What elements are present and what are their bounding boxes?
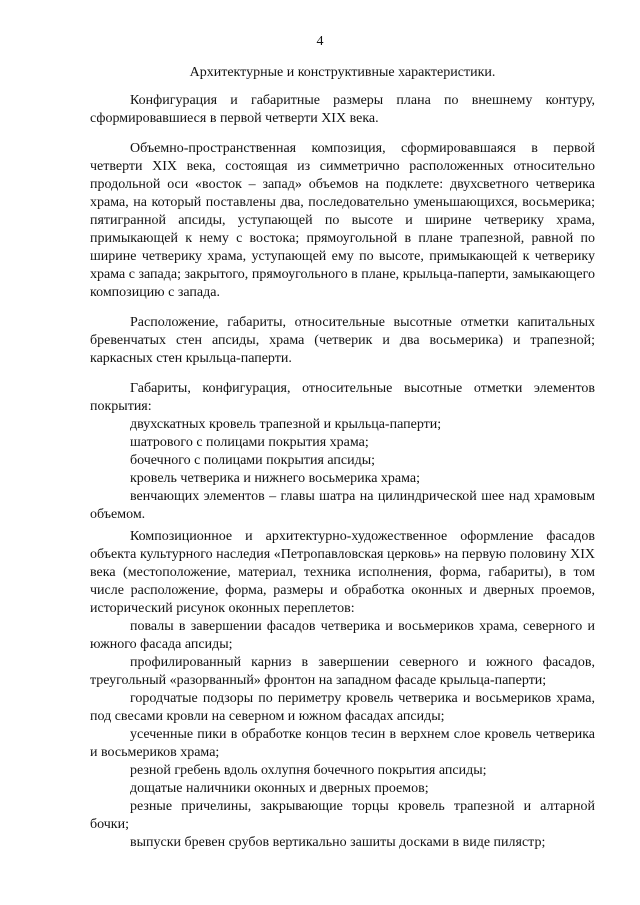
list-item: выпуски бревен срубов вертикально зашиты досками в виде пилястр; xyxy=(130,835,546,850)
paragraph-plan-configuration: Конфигурация и габаритные размеры плана по внешнему контуру, сформировавшиеся в первой четверти XIX века. xyxy=(90,93,595,126)
list-item: резной гребень вдоль охлупня бочечного покрытия апсиды; xyxy=(130,763,487,778)
paragraph-walls: Расположение, габариты, относительные высотные отметки капитальных бревенчатых стен апсиды, храма (четверик и два восьмерика) и трапезной; каркасных стен крыльца-паперти. xyxy=(90,315,595,366)
page-number: 4 xyxy=(316,34,324,49)
list-item: кровель четверика и нижнего восьмерика храма; xyxy=(130,471,420,486)
list-item: венчающих элементов – главы шатра на цилиндрической шее над храмовым объемом. xyxy=(90,489,595,522)
list-item: профилированный карниз в завершении северного и южного фасадов, треугольный «разорванный» фронтон на западном фасаде крыльца-паперти; xyxy=(90,655,595,688)
list-item: повалы в завершении фасадов четверика и восьмериков храма, северного и южного фасада апсиды; xyxy=(90,619,595,652)
list-item: городчатые подзоры по периметру кровель четверика и восьмериков храма, под свесами кровли на северном и южном фасадах апсиды; xyxy=(90,691,595,724)
list-item: дощатые наличники оконных и дверных проемов; xyxy=(130,781,429,796)
section-title: Архитектурные и конструктивные характеристики. xyxy=(189,65,496,80)
list-item: шатрового с полицами покрытия храма; xyxy=(130,435,369,450)
document-body xyxy=(90,64,595,852)
list-item: двухскатных кровель трапезной и крыльца-паперти; xyxy=(130,417,442,432)
paragraph-facades-intro: Композиционное и архитектурно-художественное оформление фасадов объекта культурного наследия «Петропавловская церковь» на первую половину XIX века (местоположение, материал, техника исполнения, форма, габариты), в том числе расположение, форма, размеры и обработка оконных и дверных проемов, исторический рисунок оконных переплетов: xyxy=(90,529,595,616)
list-item: резные причелины, закрывающие торцы кровель трапезной и алтарной бочки; xyxy=(90,799,595,832)
list-item: усеченные пики в обработке концов тесин в верхнем слое кровель четверика и восьмериков храма; xyxy=(90,727,595,760)
paragraph-volume-composition: Объемно-пространственная композиция, сформировавшаяся в первой четверти XIX века, состоящая из симметрично расположенных относительно продольной оси «восток – запад» объемов на подклете: двухсветного четверика храма, на который поставлены два, последовательно уменьшающихся, восьмерика; пятигранной апсиды, уступающей по высоте и ширине четверику храма, примыкающей к нему с востока; прямоугольной в плане трапезной, равной по ширине четверику храма, уступающей ему по высоте, примыкающей к четверику храма с запада; закрытого, прямоугольного в плане, крыльца-паперти, замыкающего композицию с запада. xyxy=(90,141,595,300)
list-item: бочечного с полицами покрытия апсиды; xyxy=(130,453,376,468)
paragraph-roof-intro: Габариты, конфигурация, относительные высотные отметки элементов покрытия: xyxy=(90,381,595,414)
